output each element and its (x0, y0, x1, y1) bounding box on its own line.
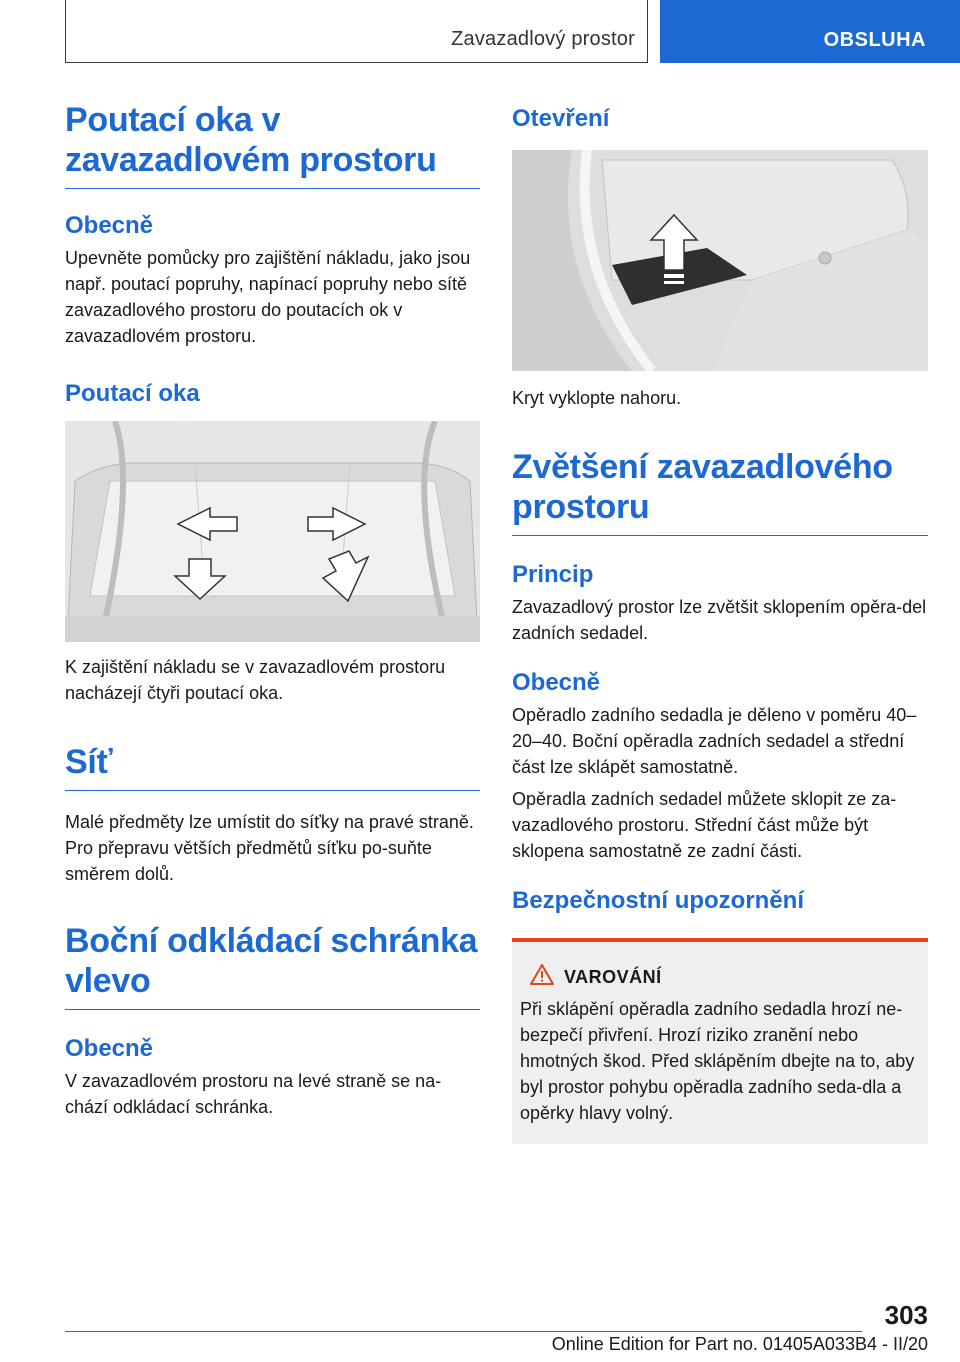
caption-tie-down-eyes: K zajištění nákladu se v zavazadlovém prostoru nacházejí čtyři poutací oka. (65, 657, 446, 703)
chapter-tab (660, 0, 960, 63)
warning-text: Při sklápění opěradla zadního sedadla hrozí ne-bezpečí přivření. Hrozí riziko zranění nebo hmotných škod. Před sklápěním dbejte na to, aby byl prostor pohybu opěradla zadního seda-dla a opěrky hlavy volný. (520, 999, 915, 1123)
paragraph-general: Upevněte pomůcky pro zajištění nákladu, jako jsou např. poutací popruhy, napínací popruhy nebo sítě zavazadlového prostoru do poutacích ok v zavazadlovém prostoru. (65, 248, 471, 346)
warning-box (512, 938, 928, 1144)
paragraph-net: Malé předměty lze umístit do síťky na pravé straně. Pro přepravu větších předmětů síťku po-suňte směrem dolů. (65, 812, 474, 884)
heading-tie-down-eyes-sub: Poutací oka (65, 380, 200, 407)
heading-tie-down-eyes: Poutací oka v zavazadlovém prostoru (65, 100, 480, 189)
caption-opening: Kryt vyklopte nahoru. (512, 388, 682, 408)
footer-edition: Online Edition for Part no. 01405A033B4 - II/20 (551, 1334, 928, 1354)
heading-general-right: Obecně (512, 669, 601, 696)
trunk-tie-down-image (65, 421, 480, 642)
heading-net: Síť (65, 742, 480, 791)
heading-general: Obecně (65, 212, 154, 239)
chapter-tab-label: OBSLUHA (823, 29, 926, 51)
heading-opening: Otevření (512, 105, 610, 132)
warning-triangle-icon (530, 964, 554, 990)
compartment-cover-image (512, 150, 928, 371)
heading-safety: Bezpečnostní upozornění (512, 887, 805, 914)
heading-general-2: Obecně (65, 1035, 154, 1062)
page-number: 303 (884, 1300, 928, 1330)
header-box (65, 0, 648, 63)
warning-label: VAROVÁNÍ (564, 966, 662, 987)
section-title: Zavazadlový prostor (451, 28, 635, 50)
heading-enlarge-trunk: Zvětšení zavazadlového prostoru (512, 447, 928, 536)
right-column (512, 100, 928, 1144)
paragraph-split-ratio: Opěradlo zadního sedadla je děleno v poměru 40–20–40. Boční opěradla zadních sedadel a střední část lze sklápět samostatně. (512, 705, 917, 777)
paragraph-principle: Zavazadlový prostor lze zvětšit sklopením opěra-del zadních sedadel. (512, 597, 927, 643)
heading-side-compartment: Boční odkládací schránka vlevo (65, 921, 480, 1010)
heading-principle: Princip (512, 561, 594, 588)
left-column (65, 100, 480, 1120)
paragraph-side-compartment: V zavazadlovém prostoru na levé straně se na-chází odkládací schránka. (65, 1071, 442, 1117)
footer-rule (65, 1331, 862, 1332)
paragraph-fold-from-trunk: Opěradla zadních sedadel můžete sklopit ze za-vazadlového prostoru. Střední část může být sklopena samostatně ze zadní části. (512, 789, 897, 861)
